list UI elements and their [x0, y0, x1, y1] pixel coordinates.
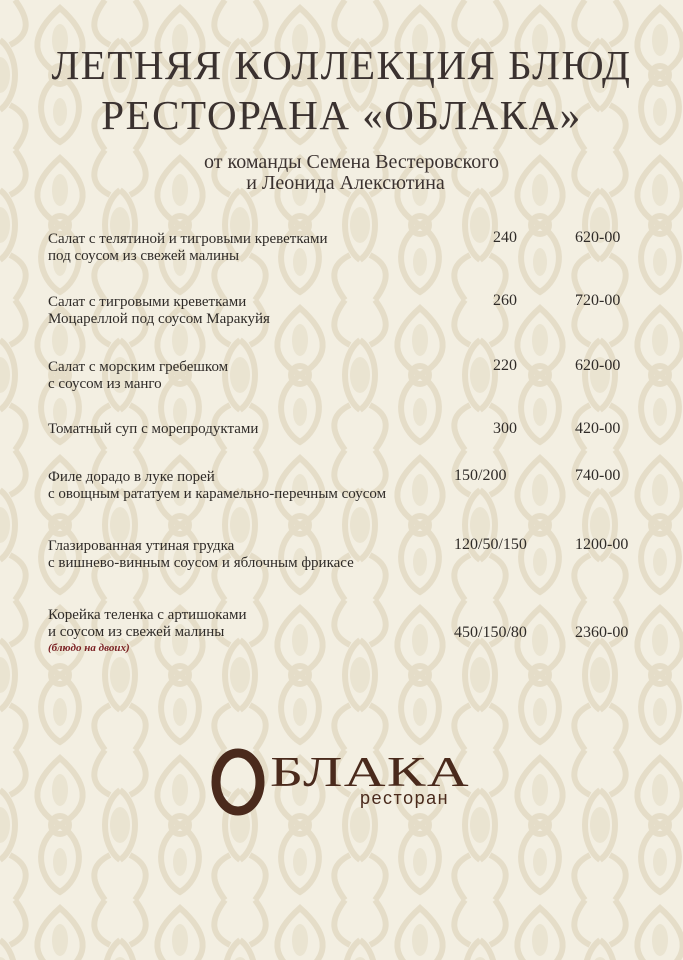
title-line-1: ЛЕТНЯЯ КОЛЛЕКЦИЯ БЛЮД — [51, 42, 632, 88]
menu-item-price: 720-00 — [575, 292, 621, 309]
menu-item — [48, 469, 648, 503]
menu-item-name — [48, 469, 648, 503]
menu-item-price: 620-00 — [575, 357, 621, 374]
menu-item-name-line-2: под соусом из свежей малины — [48, 248, 240, 264]
menu-item-name — [48, 231, 648, 265]
menu-item-weight: 300 — [493, 420, 517, 437]
menu-item-name-line-1: Филе дорадо в луке порей — [48, 469, 215, 485]
subtitle — [0, 152, 683, 194]
menu-item-name — [48, 294, 648, 328]
subtitle-line-1: от команды Семена Вестеровского — [204, 151, 499, 173]
menu-item-name-line-2: и соусом из свежей малины — [48, 624, 225, 640]
menu-item-name-line-1: Салат с тигровыми креветками — [48, 294, 247, 310]
menu-item-name-line-1: Томатный суп с морепродуктами — [48, 421, 259, 437]
menu-item-name-line-2: с соусом из манго — [48, 376, 162, 392]
menu-item-name — [48, 607, 648, 641]
menu-item-weight: 240 — [493, 229, 517, 246]
menu-item-price: 420-00 — [575, 420, 621, 437]
page-title — [0, 40, 683, 140]
menu-item-name-line-1: Глазированная утиная грудка — [48, 538, 235, 554]
restaurant-logo — [210, 748, 480, 818]
title-line-2: РЕСТОРАНА «ОБЛАКА» — [101, 92, 582, 138]
menu-item-note: (блюдо на двоих) — [48, 642, 130, 654]
menu-item-name — [48, 359, 648, 393]
menu-item-price: 620-00 — [575, 229, 621, 246]
menu-item-weight: 450/150/80 — [454, 624, 527, 641]
menu-item-name-line-1: Салат с телятиной и тигровыми креветками — [48, 231, 328, 247]
menu-item — [48, 231, 648, 265]
menu-item-name-line-1: Корейка теленка с артишоками — [48, 607, 247, 623]
menu-item — [48, 538, 648, 572]
menu-item-name-line-2: с вишнево-винным соусом и яблочным фрикасе — [48, 555, 354, 571]
menu-item-name-line-1: Салат с морским гребешком — [48, 359, 229, 375]
menu-item-price: 740-00 — [575, 467, 621, 484]
menu-item-name — [48, 538, 648, 572]
menu-item-price: 2360-00 — [575, 624, 629, 641]
menu-item-name-line-2: с овощным рататуем и карамельно-перечным соусом — [48, 486, 387, 502]
menu-item-name-line-2: Моцареллой под соусом Маракуйя — [48, 311, 270, 327]
menu-item-weight: 120/50/150 — [454, 536, 527, 553]
subtitle-line-2: и Леонида Алексютина — [246, 172, 445, 194]
logo-o-ring — [216, 753, 260, 811]
menu-item-weight: 220 — [493, 357, 517, 374]
menu-item — [48, 421, 648, 438]
menu-item-weight: 150/200 — [454, 467, 507, 484]
menu-item-weight: 260 — [493, 292, 517, 309]
menu-item — [48, 294, 648, 328]
logo-brand-text: БЛАКА — [270, 750, 470, 796]
menu-item-name — [48, 421, 648, 438]
menu-item — [48, 607, 648, 655]
menu-item-price: 1200-00 — [575, 536, 629, 553]
logo-tagline: ресторан — [360, 788, 450, 808]
menu-item — [48, 359, 648, 393]
